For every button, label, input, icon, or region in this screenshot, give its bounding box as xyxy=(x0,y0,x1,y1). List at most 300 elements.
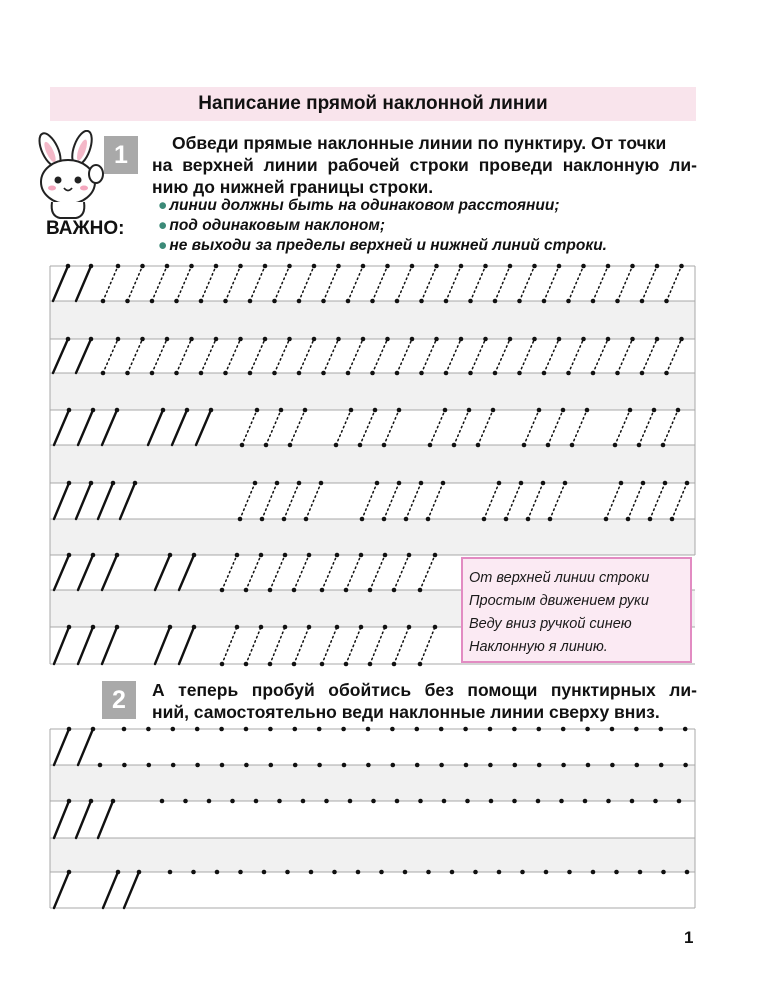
end-dot xyxy=(419,371,424,376)
start-dot xyxy=(383,625,388,630)
dotted-guide-line xyxy=(270,555,285,590)
start-dot xyxy=(67,408,72,413)
start-dot xyxy=(441,481,446,486)
start-dot xyxy=(591,870,596,875)
end-dot xyxy=(640,371,645,376)
end-dot xyxy=(517,371,522,376)
end-dot xyxy=(392,588,397,593)
start-dot xyxy=(606,264,611,269)
dotted-guide-line xyxy=(672,483,687,519)
end-dot xyxy=(282,517,287,522)
dotted-guide-line xyxy=(454,410,469,445)
start-dot xyxy=(192,625,197,630)
start-dot xyxy=(67,727,72,732)
start-dot xyxy=(238,870,243,875)
end-dot xyxy=(419,299,424,304)
poem-line: Простым движением руки xyxy=(469,593,649,609)
start-dot xyxy=(335,553,340,558)
start-dot xyxy=(395,799,400,804)
start-dot xyxy=(383,553,388,558)
start-dot xyxy=(488,727,493,732)
task-2-line: А теперь пробуй обойтись без помощи пунктирных ли- xyxy=(152,680,697,700)
dotted-guide-line xyxy=(667,339,682,373)
dotted-guide-line xyxy=(177,339,192,373)
start-dot xyxy=(269,763,274,768)
start-dot xyxy=(116,337,121,342)
dotted-guide-line xyxy=(306,483,321,519)
dotted-guide-line xyxy=(284,483,299,519)
end-dot xyxy=(220,588,225,593)
start-dot xyxy=(614,870,619,875)
start-dot xyxy=(442,799,447,804)
start-dot xyxy=(285,870,290,875)
end-dot xyxy=(382,443,387,448)
rule-item: ● линии должны быть на одинаковом расстоянии; xyxy=(158,197,560,214)
sample-slant-line xyxy=(103,872,118,908)
dotted-guide-line xyxy=(394,555,409,590)
start-dot xyxy=(91,408,96,413)
end-dot xyxy=(321,371,326,376)
dotted-guide-line xyxy=(299,339,314,373)
task-1-line: нию до нижней границы строки. xyxy=(152,177,434,197)
task-1-line: на верхней линии рабочей строки проведи наклонную ли- xyxy=(152,155,697,175)
end-dot xyxy=(566,299,571,304)
start-dot xyxy=(407,625,412,630)
start-dot xyxy=(391,763,396,768)
end-dot xyxy=(244,662,249,667)
dotted-guide-line xyxy=(324,266,339,301)
end-dot xyxy=(468,299,473,304)
task-2-badge: 2 xyxy=(102,681,136,719)
start-dot xyxy=(307,553,312,558)
poem-box xyxy=(461,557,692,663)
start-dot xyxy=(581,264,586,269)
end-dot xyxy=(199,299,204,304)
start-dot xyxy=(255,408,260,413)
dotted-guide-line xyxy=(428,483,443,519)
sample-slant-line xyxy=(102,410,117,445)
start-dot xyxy=(303,408,308,413)
start-dot xyxy=(312,337,317,342)
start-dot xyxy=(293,727,298,732)
sample-slant-line xyxy=(102,555,117,590)
start-dot xyxy=(238,337,243,342)
start-dot xyxy=(677,799,682,804)
start-dot xyxy=(219,727,224,732)
end-dot xyxy=(260,517,265,522)
end-dot xyxy=(174,371,179,376)
dotted-guide-line xyxy=(663,410,678,445)
start-dot xyxy=(483,264,488,269)
start-dot xyxy=(537,763,542,768)
dotted-guide-line xyxy=(569,266,584,301)
dotted-guide-line xyxy=(406,483,421,519)
start-dot xyxy=(91,625,96,630)
start-dot xyxy=(439,727,444,732)
start-dot xyxy=(610,727,615,732)
dotted-guide-line xyxy=(394,627,409,664)
start-dot xyxy=(349,408,354,413)
start-dot xyxy=(263,337,268,342)
start-dot xyxy=(189,337,194,342)
dotted-guide-line xyxy=(103,339,118,373)
end-dot xyxy=(504,517,509,522)
start-dot xyxy=(683,727,688,732)
dotted-guide-line xyxy=(294,627,309,664)
page-title: Написание прямой наклонной линии xyxy=(198,93,548,114)
poem-line: Веду вниз ручкой синею xyxy=(469,616,632,632)
end-dot xyxy=(604,517,609,522)
dotted-guide-line xyxy=(177,266,192,301)
start-dot xyxy=(581,337,586,342)
dotted-guide-line xyxy=(262,483,277,519)
dotted-guide-line xyxy=(201,339,216,373)
start-dot xyxy=(307,625,312,630)
start-dot xyxy=(235,553,240,558)
start-dot xyxy=(630,337,635,342)
start-dot xyxy=(532,337,537,342)
end-dot xyxy=(392,662,397,667)
dotted-guide-line xyxy=(373,266,388,301)
end-dot xyxy=(426,517,431,522)
start-dot xyxy=(635,763,640,768)
end-dot xyxy=(428,443,433,448)
end-dot xyxy=(199,371,204,376)
end-dot xyxy=(566,371,571,376)
end-dot xyxy=(542,299,547,304)
end-dot xyxy=(346,299,351,304)
dotted-guide-line xyxy=(322,555,337,590)
end-dot xyxy=(344,662,349,667)
start-dot xyxy=(467,408,472,413)
end-dot xyxy=(546,443,551,448)
start-dot xyxy=(283,553,288,558)
dotted-guide-line xyxy=(520,266,535,301)
sample-slant-line xyxy=(98,483,113,519)
start-dot xyxy=(685,870,690,875)
start-dot xyxy=(348,799,353,804)
start-dot xyxy=(375,481,380,486)
dotted-guide-line xyxy=(446,339,461,373)
start-dot xyxy=(317,763,322,768)
dotted-guide-line xyxy=(275,339,290,373)
start-dot xyxy=(385,337,390,342)
dotted-guide-line xyxy=(266,410,281,445)
start-dot xyxy=(397,481,402,486)
start-dot xyxy=(464,763,469,768)
dotted-guide-line xyxy=(618,339,633,373)
dotted-guide-line xyxy=(348,339,363,373)
start-dot xyxy=(655,264,660,269)
start-dot xyxy=(238,264,243,269)
start-dot xyxy=(491,408,496,413)
sample-slant-line xyxy=(54,729,69,765)
start-dot xyxy=(192,553,197,558)
start-dot xyxy=(557,264,562,269)
start-dot xyxy=(557,337,562,342)
start-dot xyxy=(439,763,444,768)
start-dot xyxy=(659,763,664,768)
end-dot xyxy=(320,588,325,593)
start-dot xyxy=(585,727,590,732)
end-dot xyxy=(522,443,527,448)
sample-slant-line xyxy=(76,483,91,519)
start-dot xyxy=(244,727,249,732)
start-dot xyxy=(259,625,264,630)
start-dot xyxy=(561,408,566,413)
dotted-guide-line xyxy=(128,266,143,301)
end-dot xyxy=(320,662,325,667)
start-dot xyxy=(133,481,138,486)
end-dot xyxy=(297,299,302,304)
sample-slant-line xyxy=(54,483,69,519)
start-dot xyxy=(254,799,259,804)
rule-item: ● под одинаковым наклоном; xyxy=(158,217,385,234)
start-dot xyxy=(373,408,378,413)
dotted-guide-line xyxy=(528,483,543,519)
start-dot xyxy=(497,870,502,875)
dotted-guide-line xyxy=(430,410,445,445)
end-dot xyxy=(444,371,449,376)
start-dot xyxy=(319,481,324,486)
dotted-guide-line xyxy=(422,266,437,301)
start-dot xyxy=(563,481,568,486)
start-dot xyxy=(116,870,121,875)
sample-slant-line xyxy=(54,555,69,590)
start-dot xyxy=(66,337,71,342)
sample-slant-line xyxy=(54,410,69,445)
start-dot xyxy=(561,763,566,768)
end-dot xyxy=(360,517,365,522)
start-dot xyxy=(195,763,200,768)
dotted-guide-line xyxy=(618,266,633,301)
end-dot xyxy=(664,299,669,304)
start-dot xyxy=(165,264,170,269)
sample-slant-line xyxy=(76,801,91,838)
dotted-guide-line xyxy=(628,483,643,519)
dotted-guide-line xyxy=(471,339,486,373)
end-dot xyxy=(613,443,618,448)
start-dot xyxy=(168,625,173,630)
start-dot xyxy=(415,727,420,732)
start-dot xyxy=(140,337,145,342)
start-dot xyxy=(561,727,566,732)
dotted-guide-line xyxy=(615,410,630,445)
start-dot xyxy=(137,870,142,875)
start-dot xyxy=(67,625,72,630)
start-dot xyxy=(532,264,537,269)
start-dot xyxy=(171,763,176,768)
start-dot xyxy=(283,625,288,630)
end-dot xyxy=(418,662,423,667)
end-dot xyxy=(626,517,631,522)
dotted-guide-line xyxy=(222,555,237,590)
start-dot xyxy=(98,763,103,768)
start-dot xyxy=(301,799,306,804)
dotted-guide-line xyxy=(397,339,412,373)
start-dot xyxy=(312,264,317,269)
end-dot xyxy=(101,371,106,376)
start-dot xyxy=(459,264,464,269)
poem-line: Наклонную я линию. xyxy=(469,639,608,655)
end-dot xyxy=(664,371,669,376)
start-dot xyxy=(215,870,220,875)
start-dot xyxy=(512,799,517,804)
end-dot xyxy=(220,662,225,667)
start-dot xyxy=(415,763,420,768)
sample-slant-line xyxy=(179,555,194,590)
start-dot xyxy=(115,553,120,558)
start-dot xyxy=(390,727,395,732)
start-dot xyxy=(426,870,431,875)
dotted-guide-line xyxy=(246,627,261,664)
sample-slant-line xyxy=(54,801,69,838)
dotted-guide-line xyxy=(544,339,559,373)
end-dot xyxy=(125,299,130,304)
end-dot xyxy=(272,299,277,304)
end-dot xyxy=(444,299,449,304)
start-dot xyxy=(359,625,364,630)
dotted-guide-line xyxy=(506,483,521,519)
end-dot xyxy=(240,443,245,448)
end-dot xyxy=(493,371,498,376)
start-dot xyxy=(89,337,94,342)
start-dot xyxy=(220,763,225,768)
end-dot xyxy=(268,588,273,593)
start-dot xyxy=(293,763,298,768)
start-dot xyxy=(244,763,249,768)
start-dot xyxy=(111,481,116,486)
end-dot xyxy=(150,299,155,304)
end-dot xyxy=(395,371,400,376)
dotted-guide-line xyxy=(550,483,565,519)
start-dot xyxy=(513,763,518,768)
start-dot xyxy=(537,727,542,732)
dotted-guide-line xyxy=(294,555,309,590)
start-dot xyxy=(67,553,72,558)
start-dot xyxy=(676,408,681,413)
start-dot xyxy=(277,799,282,804)
end-dot xyxy=(358,443,363,448)
end-dot xyxy=(101,299,106,304)
task-1-line: Обведи прямые наклонные линии по пунктиру. От точки xyxy=(172,133,667,153)
start-dot xyxy=(160,799,165,804)
start-dot xyxy=(652,408,657,413)
start-dot xyxy=(641,481,646,486)
start-dot xyxy=(450,870,455,875)
dotted-guide-line xyxy=(420,555,435,590)
end-dot xyxy=(244,588,249,593)
start-dot xyxy=(397,408,402,413)
start-dot xyxy=(89,799,94,804)
end-dot xyxy=(548,517,553,522)
dotted-guide-line xyxy=(572,410,587,445)
start-dot xyxy=(638,870,643,875)
start-dot xyxy=(488,763,493,768)
start-dot xyxy=(116,264,121,269)
dotted-guide-line xyxy=(246,555,261,590)
end-dot xyxy=(637,443,642,448)
start-dot xyxy=(473,870,478,875)
start-dot xyxy=(67,481,72,486)
end-dot xyxy=(404,517,409,522)
start-dot xyxy=(189,264,194,269)
start-dot xyxy=(336,337,341,342)
end-dot xyxy=(238,517,243,522)
end-dot xyxy=(223,371,228,376)
start-dot xyxy=(366,763,371,768)
start-dot xyxy=(489,799,494,804)
end-dot xyxy=(370,371,375,376)
start-dot xyxy=(185,408,190,413)
sample-slant-line xyxy=(53,339,68,373)
dotted-guide-line xyxy=(103,266,118,301)
start-dot xyxy=(317,727,322,732)
sample-slant-line xyxy=(78,729,93,765)
start-dot xyxy=(679,337,684,342)
sample-slant-line xyxy=(155,555,170,590)
start-dot xyxy=(230,799,235,804)
end-dot xyxy=(591,299,596,304)
dotted-guide-line xyxy=(226,339,241,373)
dotted-guide-line xyxy=(384,483,399,519)
start-dot xyxy=(410,337,415,342)
task-2-text xyxy=(152,679,697,723)
start-dot xyxy=(385,264,390,269)
start-dot xyxy=(168,553,173,558)
sample-slant-line xyxy=(155,627,170,664)
dotted-guide-line xyxy=(336,410,351,445)
end-dot xyxy=(542,371,547,376)
start-dot xyxy=(336,264,341,269)
dotted-guide-line xyxy=(606,483,621,519)
start-dot xyxy=(335,625,340,630)
start-dot xyxy=(630,264,635,269)
sample-slant-line xyxy=(78,410,93,445)
dotted-guide-line xyxy=(569,339,584,373)
end-dot xyxy=(346,371,351,376)
end-dot xyxy=(661,443,666,448)
start-dot xyxy=(147,763,152,768)
end-dot xyxy=(272,371,277,376)
sample-slant-line xyxy=(179,627,194,664)
dotted-guide-line xyxy=(270,627,285,664)
sample-slant-line xyxy=(148,410,163,445)
end-dot xyxy=(526,517,531,522)
start-dot xyxy=(407,553,412,558)
start-dot xyxy=(122,763,127,768)
end-dot xyxy=(321,299,326,304)
dotted-guide-line xyxy=(360,410,375,445)
start-dot xyxy=(585,408,590,413)
sample-slant-line xyxy=(76,266,91,301)
start-dot xyxy=(263,264,268,269)
end-dot xyxy=(648,517,653,522)
start-dot xyxy=(371,799,376,804)
dotted-guide-line xyxy=(642,339,657,373)
start-dot xyxy=(341,727,346,732)
start-dot xyxy=(171,727,176,732)
start-dot xyxy=(287,337,292,342)
dotted-guide-line xyxy=(446,266,461,301)
page-number: 1 xyxy=(684,928,694,947)
start-dot xyxy=(207,799,212,804)
sample-slant-line xyxy=(172,410,187,445)
end-dot xyxy=(382,517,387,522)
important-label: ВАЖНО: xyxy=(46,218,125,239)
dotted-guide-line xyxy=(593,266,608,301)
sample-slant-line xyxy=(53,266,68,301)
